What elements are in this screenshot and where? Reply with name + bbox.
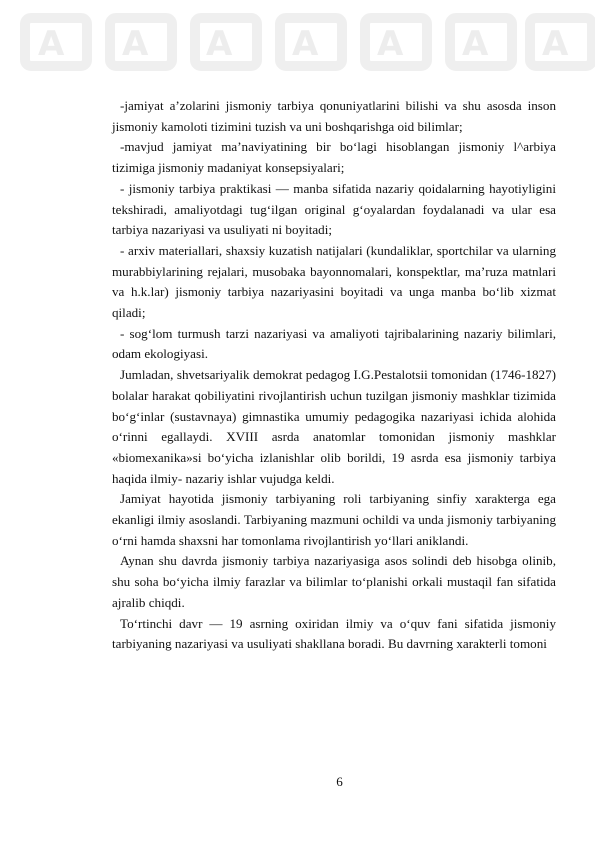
paragraph-4: - arxiv materiallari, shaxsiy kuzatish natijalari (kundaliklar, sportchilar va ularning murabbiylarining rejalari, musobaka bayonnomalari, konspektlar, ma’ruza matnlari va h.k.lar) jismoniy tarbiya nazariyasini boyitadi va unga manba bo‘lib xizmat qiladi;: [112, 242, 556, 321]
paragraph-9: To‘rtinchi davr — 19 asrning oxiridan ilmiy va o‘quv fani sifatida jismoniy tarbiyaning nazariyasi va usuliyati shakllana boradi. Bu davrning xarakterli tomoni: [112, 615, 556, 652]
svg-text:A: A: [206, 24, 233, 64]
svg-text:A: A: [542, 24, 569, 64]
watermark-glyphs: [38, 24, 569, 64]
paragraph-5: - sog‘lom turmush tarzi nazariyasi va amaliyoti tajribalarining nazariy bilimlari, odam ekologiyasi.: [112, 325, 556, 362]
paragraph-7: Jamiyat hayotida jismoniy tarbiyaning roli tarbiyaning sinfiy xarakterga ega ekanligi ilmiy asoslandi. Tarbiyaning mazmuni ochildi va unda jismoniy tarbiyaning o‘rni hamda shaxsni har tomonlama rivojlantirish yo‘llari aniklandi.: [112, 491, 556, 548]
svg-text:A: A: [292, 24, 319, 64]
document-body: [112, 96, 556, 655]
svg-text:A: A: [38, 24, 65, 64]
svg-text:A: A: [122, 24, 149, 64]
svg-text:A: A: [462, 24, 489, 64]
paragraph-8: Aynan shu davrda jismoniy tarbiya nazariyasiga asos solindi deb hisobga olinib, shu soha bo‘yicha ilmiy farazlar va bilimlar to‘planishi orkali mustaqil fan sifatida ajralib chiqdi.: [112, 553, 556, 610]
paragraph-1: -jamiyat a’zolarini jismoniy tarbiya qonuniyatlarini bilishi va shu asosda inson jismoniy kamoloti tizimini tuzish va uni boshqarishga oid bilimlar;: [112, 98, 556, 134]
svg-text:A: A: [377, 24, 404, 64]
watermark-pattern: [25, 18, 592, 66]
paragraph-3: - jismoniy tarbiya praktikasi — manba sifatida nazariy qoidalarning hayotiyligini tekshiradi, amaliyotdagi tug‘ilgan original g‘oyalardan foydalanadi va ular esa tarbiya nazariyasi va usuliyati ni boyitadi;: [112, 180, 556, 238]
watermark-row-1: [25, 18, 592, 66]
paragraph-2: -mavjud jamiyat ma’naviyatining bir bo‘lagi hisoblangan jismoniy l^arbiya tizimiga jismoniy madaniyat konsepsiyalari;: [112, 139, 556, 176]
page-number: 6: [336, 774, 343, 789]
paragraph-6: Jumladan, shvetsariyalik demokrat pedagog I.G.Pestalotsii tomonidan (1746-1827) bolalar harakat qobiliyatini rivojlantirish uchun tuzilgan jismoniy mashklar tizimida bo‘g‘inlar (sustavnaya) gimnastika umumiy pedagogika nazariyasi ichida alohida o‘rinni egallaydi. XVIII asrda anatomlar tomonidan jismoniy mashklar «biomexanika»si bo‘yicha izlanishlar olib borildi, 19 asrda esa jismoniy tarbiya haqida ilmiy- nazariy ishlar vujudga keldi.: [112, 367, 556, 486]
